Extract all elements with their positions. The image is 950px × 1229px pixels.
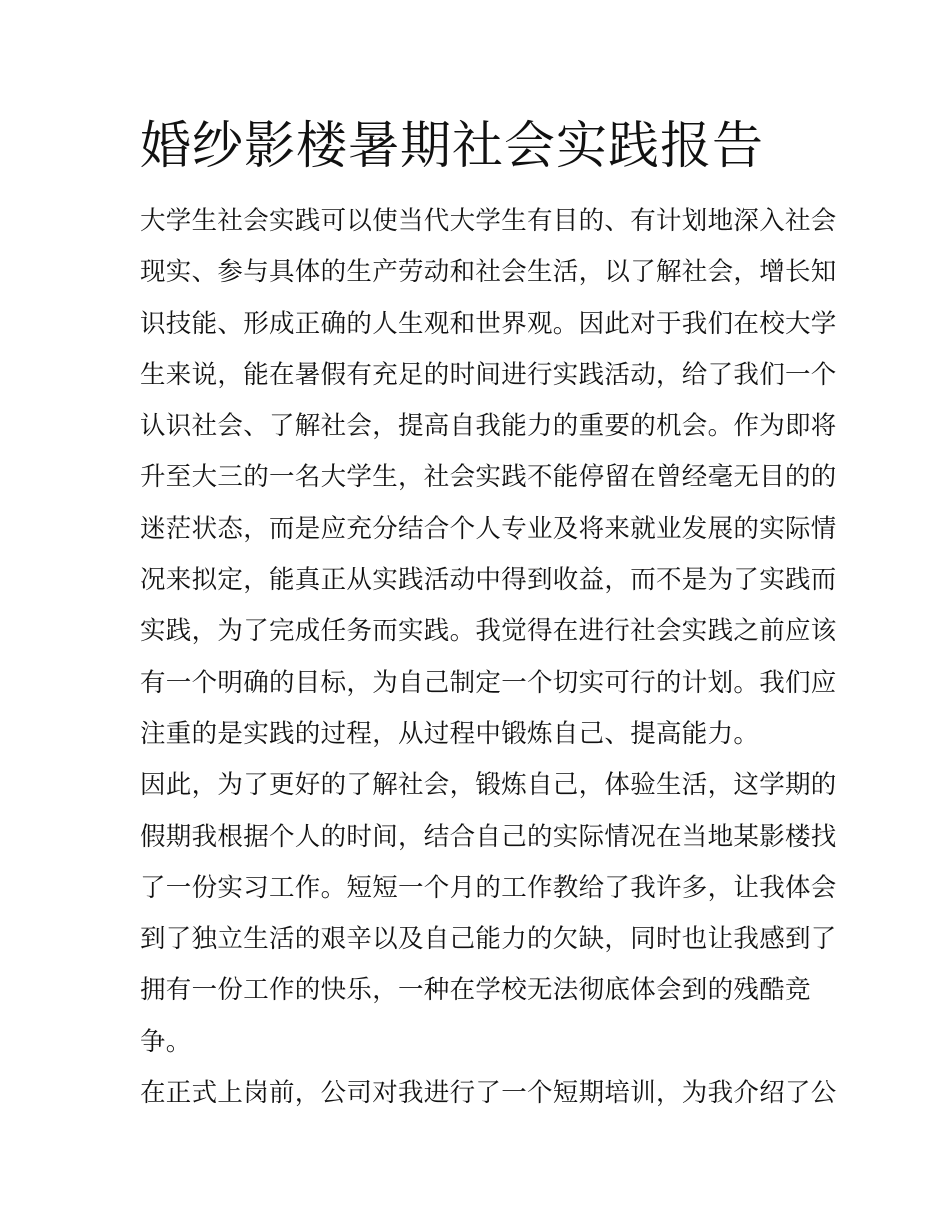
text-line: 升至大三的一名大学生，社会实践不能停留在曾经毫无目的的 [140,462,837,493]
text-line: 认识社会、了解社会，提高自我能力的重要的机会。作为即将 [140,411,837,442]
text-line: 实践，为了完成任务而实践。我觉得在进行社会实践之前应该 [140,616,837,647]
text-line: 有一个明确的目标，为自己制定一个切实可行的计划。我们应 [140,667,837,698]
document-body [140,196,837,1119]
text-line: 在正式上岗前，公司对我进行了一个短期培训，为我介绍了公 [140,1078,837,1109]
text-line: 争。 [140,1026,192,1057]
text-line: 因此，为了更好的了解社会，锻炼自己，体验生活，这学期的 [140,770,837,801]
text-line: 迷茫状态，而是应充分结合个人专业及将来就业发展的实际情 [140,513,837,544]
text-line: 了一份实习工作。短短一个月的工作教给了我许多，让我体会 [140,872,837,903]
text-line: 识技能、形成正确的人生观和世界观。因此对于我们在校大学 [140,308,837,339]
text-line: 拥有一份工作的快乐，一种在学校无法彻底体会到的残酷竞 [140,975,811,1006]
text-line: 现实、参与具体的生产劳动和社会生活，以了解社会，增长知 [140,257,837,288]
text-line: 注重的是实践的过程，从过程中锻炼自己、提高能力。 [140,718,760,749]
document-title: 婚纱影楼暑期社会实践报告 [140,117,765,176]
text-line: 大学生社会实践可以使当代大学生有目的、有计划地深入社会 [140,206,837,236]
text-line: 生来说，能在暑假有充足的时间进行实践活动，给了我们一个 [140,359,837,390]
text-line: 到了独立生活的艰辛以及自己能力的欠缺，同时也让我感到了 [140,924,837,955]
text-line: 况来拟定，能真正从实践活动中得到收益，而不是为了实践而 [140,565,837,596]
text-line: 假期我根据个人的时间，结合自己的实际情况在当地某影楼找 [140,821,837,852]
